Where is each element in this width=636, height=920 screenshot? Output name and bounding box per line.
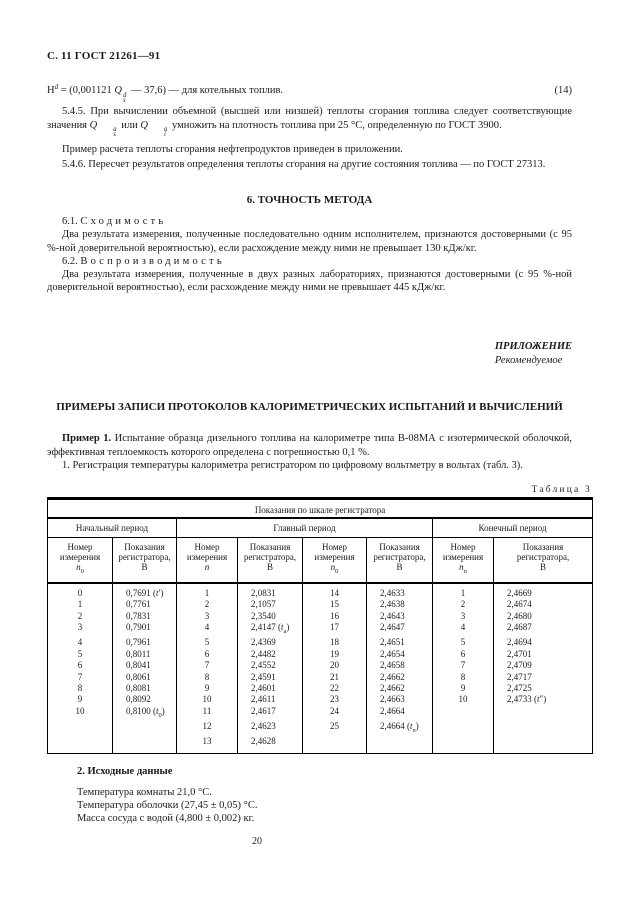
paragraph-example-1 [47,432,572,458]
reading-cell: 2,4680 [494,611,593,622]
reading-cell: 2,3540 [238,611,303,622]
measurement-number-cell: 18 [303,637,367,648]
symbol-q: Q [114,85,122,96]
table-row [48,721,593,736]
initial-data-line: Температура комнаты 21,0 °С. [77,786,212,798]
reading-cell: 2,4674 [494,599,593,610]
subsection-6-1-number: 6.1. [62,216,78,228]
measurement-number-cell: 5 [433,637,494,648]
reading-cell: 2,4694 [494,637,593,648]
table-row [48,611,593,622]
measurement-number-cell: 10 [433,694,494,705]
measurement-number-cell: 9 [433,683,494,694]
page-number: 20 [252,835,262,847]
paragraph-item-1: 1. Регистрация температуры калориметра регистратором по цифровому вольтметру в вольтах (табл. 3). [62,459,523,471]
reading-cell: 2,4591 [238,672,303,683]
measurement-number-cell: 3 [177,611,238,622]
measurement-number-cell: 8 [77,682,83,693]
running-header: С. 11 ГОСТ 21261—91 [47,50,161,62]
p545-text-2: умножить на плотность топлива при 25 °С, определенную по ГОСТ 3900. [169,119,502,131]
measurement-number-cell [303,736,367,753]
table-row [48,706,593,721]
symbol-q-gross: Q [89,119,98,131]
appendix-title: ПРИМЕРЫ ЗАПИСИ ПРОТОКОЛОВ КАЛОРИМЕТРИЧЕСКИХ ИСПЫТАНИЙ И ВЫЧИСЛЕНИЙ [56,401,563,414]
reading-cell: 2,4628 [238,736,303,753]
column-header: Показания регистратора, В [113,538,177,583]
measurement-number-cell: 5 [77,648,83,659]
measurement-number-cell: 11 [177,706,238,721]
reading-cell [113,736,177,753]
reading-cell: 2,4643 [367,611,433,622]
reading-cell: 2,4664 [367,706,433,721]
measurement-number-cell: 6 [177,649,238,660]
reading-cell: 2,4725 [494,683,593,694]
reading-cell: 2,4709 [494,660,593,671]
reading-cell: 2,4147 $(t_a)$ [238,622,303,637]
measurement-number-cell: 17 [303,622,367,637]
measurement-number-cell: 7 [77,671,83,682]
measurement-number-cell: 19 [303,649,367,660]
measurement-number-cell: 8 [433,672,494,683]
formula-tail: — 37,6) — для котельных топлив. [128,85,284,96]
reading-cell [367,736,433,753]
table-span-header: Показания по шкале регистратора [48,499,593,518]
measurement-number-cell: 20 [303,660,367,671]
reading-cell: 0,7831 [113,611,177,622]
section-6-title: 6. ТОЧНОСТЬ МЕТОДА [246,194,373,207]
initial-data-line: Температура оболочки (27,45 ± 0,05) °С. [77,799,258,811]
table-row [48,660,593,671]
measurement-number-cell: 1 [433,583,494,599]
measurement-number-cell: 13 [177,736,238,753]
measurement-number-cell: 9 [177,683,238,694]
initial-data-heading: 2. Исходные данные [77,765,173,777]
measurement-number-cell: 10 [177,694,238,705]
column-header: Показания регистратора, В [367,538,433,583]
reading-cell: 0,8061 [113,672,177,683]
q-superscript: d [122,91,127,99]
formula-expression [47,81,283,103]
q-net-superscript: a [163,126,168,134]
period-header: Главный период [177,518,433,538]
table-row [48,622,593,637]
measurement-number-cell: 25 [303,721,367,736]
measurement-number-cell [48,721,113,736]
reading-cell: 2,4662 [367,672,433,683]
q-gross-superscript: a [113,126,117,134]
reading-cell: 2,4617 [238,706,303,721]
p545-text-1: 5.4.5. При вычислении объемной (высшей или низшей) теплоты сгорания топлива следует соответствующие значения [47,106,572,131]
measurement-number-cell: 3 [433,611,494,622]
reading-cell: 2,4662 [367,683,433,694]
h-superscript: d [54,83,59,91]
paragraph-example-note: Пример расчета теплоты сгорания нефтепродуктов приведен в приложении. [62,143,403,155]
table-row [48,649,593,660]
symbol-q-net: Q [140,119,148,131]
reading-cell: 2,4733 (t″) [494,694,593,705]
paragraph-6-2: Два результата измерения, полученные в двух разных лабораториях, признаются достоверными (с 95 %-ной доверительной вероятностью), если расхождение между ними не превышает 445 кДж/кг. [47,269,572,294]
reading-cell: 2,4669 [494,583,593,599]
reading-cell: 0,8100 $(t_0)$ [113,706,177,721]
measurement-number-cell: 7 [433,660,494,671]
reading-cell: 2,4663 [367,694,433,705]
column-header: Номер измерения $n_0$ [303,538,367,583]
reading-cell: 2,4601 [238,683,303,694]
reading-cell: 2,4658 [367,660,433,671]
example-1-label: Пример 1. [62,433,112,445]
measurement-number-cell: 7 [177,660,238,671]
symbol-h: H [47,85,55,96]
table-body [48,583,593,753]
measurement-number-cell: 10 [75,705,85,716]
period-header: Конечный период [433,518,593,538]
reading-cell: 2,4638 [367,599,433,610]
table-head [48,499,593,583]
paragraph-6-1: Два результата измерения, полученные последовательно одним исполнителем, признаются достоверными (с 95 %-ной доверительной вероятностью), если расхождение между ними не превышает 130 кДж/кг. [47,229,572,254]
column-header: Номер измерения n [177,538,238,583]
reading-cell: 0,8011 [113,649,177,660]
measurement-number-cell: 5 [177,637,238,648]
column-header: Номер измерения $n_n$ [433,538,494,583]
table-row [48,599,593,610]
appendix-marker-inner [495,340,572,367]
reading-cell: 0,8081 [113,683,177,694]
protocol-table [47,497,593,753]
measurement-number-cell: 9 [77,694,83,705]
measurement-number-cell: 6 [433,649,494,660]
reading-cell [113,721,177,736]
table-row [48,694,593,705]
measurement-number-cell: 2 [433,599,494,610]
table-caption: Таблица 3 [531,485,592,496]
reading-cell: 2,4482 [238,649,303,660]
appendix-label: ПРИЛОЖЕНИЕ [494,341,572,353]
measurement-number-cell: 24 [303,706,367,721]
paragraph-5-4-5 [47,105,572,138]
column-header: Номер измерения $n_0$ [48,538,113,583]
measurement-number-cell: 2 [177,599,238,610]
measurement-number-cell: 2 [77,610,83,621]
measurement-number-cell [433,706,494,721]
reading-cell: 2,4651 [367,637,433,648]
table-row [48,637,593,648]
measurement-number-cell: 22 [303,683,367,694]
subsection-6-1-heading [47,215,572,228]
example-1-text: Испытание образца дизельного топлива на калориметре типа В-08МА с изотермической оболочкой, эффективная теплоемкость которого определена с погрешностью 0,1 %. [47,433,573,458]
reading-cell: 2,4633 [367,583,433,599]
q-net-subscript: i [163,131,166,139]
measurement-number-cell: 21 [303,672,367,683]
reading-cell [494,706,593,721]
appendix-sublabel: Рекомендуемое [494,354,563,366]
measurement-number-cell: 4 [433,622,494,637]
measurement-number-cell: 0 [77,587,83,598]
measurement-number-cell: 15 [303,599,367,610]
measurement-number-cell: 1 [77,599,83,610]
measurement-number-cell [48,736,113,753]
formula-number: (14) [554,85,572,96]
column-header: Показания регистратора, В [494,538,593,583]
initial-data-lines [77,786,572,825]
measurement-number-cell: 8 [177,672,238,683]
reading-cell: 2,4647 [367,622,433,637]
table-row [48,672,593,683]
measurement-number-cell: 12 [177,721,238,736]
table-row [48,683,593,694]
subsection-6-2-number: 6.2. [62,255,78,267]
appendix-marker [47,340,572,367]
reading-cell [494,736,593,753]
formula-14 [47,81,572,103]
q-gross-sup-sub [98,127,116,138]
measurement-number-cell [433,721,494,736]
period-header: Начальный период [48,518,177,538]
reading-cell: 2,4687 [494,622,593,637]
subsection-6-2-heading [47,255,572,268]
reading-cell: 2,1057 [238,599,303,610]
reading-cell: 0,7691 (t′) [113,583,177,599]
measurement-number-cell: 3 [77,622,83,633]
measurement-number-cell: 6 [77,660,83,671]
measurement-number-cell: 23 [303,694,367,705]
q-net-sup-sub [149,127,167,138]
measurement-number-cell: 1 [177,583,238,599]
q-subscript: s [122,96,126,104]
p545-or: или [118,119,141,131]
reading-cell: 0,8092 [113,694,177,705]
q-sup-sub [123,93,126,104]
table-row [48,736,593,753]
measurement-number-cell: 16 [303,611,367,622]
reading-cell: 0,7901 [113,622,177,637]
reading-cell: 2,4552 [238,660,303,671]
subsection-6-2-label: Воспроизводимость [80,255,225,267]
table-row [48,583,593,599]
measurement-number-cell: 4 [177,622,238,637]
formula-mid: = (0,001121 [58,85,115,96]
column-header: Показания регистратора, В [238,538,303,583]
reading-cell: 0,7761 [113,599,177,610]
initial-data-line: Масса сосуда с водой (4,800 ± 0,002) кг. [77,812,255,824]
reading-cell: 0,8041 [113,660,177,671]
reading-cell: 2,4623 [238,721,303,736]
measurement-number-cell [433,736,494,753]
reading-cell: 2,4717 [494,672,593,683]
reading-cell: 2,4611 [238,694,303,705]
measurement-number-cell: 4 [77,637,83,648]
reading-cell: 0,7961 [113,637,177,648]
reading-cell [494,721,593,736]
paragraph-5-4-6: 5.4.6. Пересчет результатов определения теплоты сгорания на другие состояния топлива — по ГОСТ 27313. [62,159,546,171]
reading-cell: 2,4369 [238,637,303,648]
reading-cell: 2,4664 $(t_n)$ [367,721,433,736]
measurement-number-cell: 14 [303,583,367,599]
reading-cell: 2,0831 [238,583,303,599]
reading-cell: 2,4654 [367,649,433,660]
subsection-6-1-label: Сходимость [80,216,167,228]
q-gross-subscript: s [113,131,116,139]
reading-cell: 2,4701 [494,649,593,660]
